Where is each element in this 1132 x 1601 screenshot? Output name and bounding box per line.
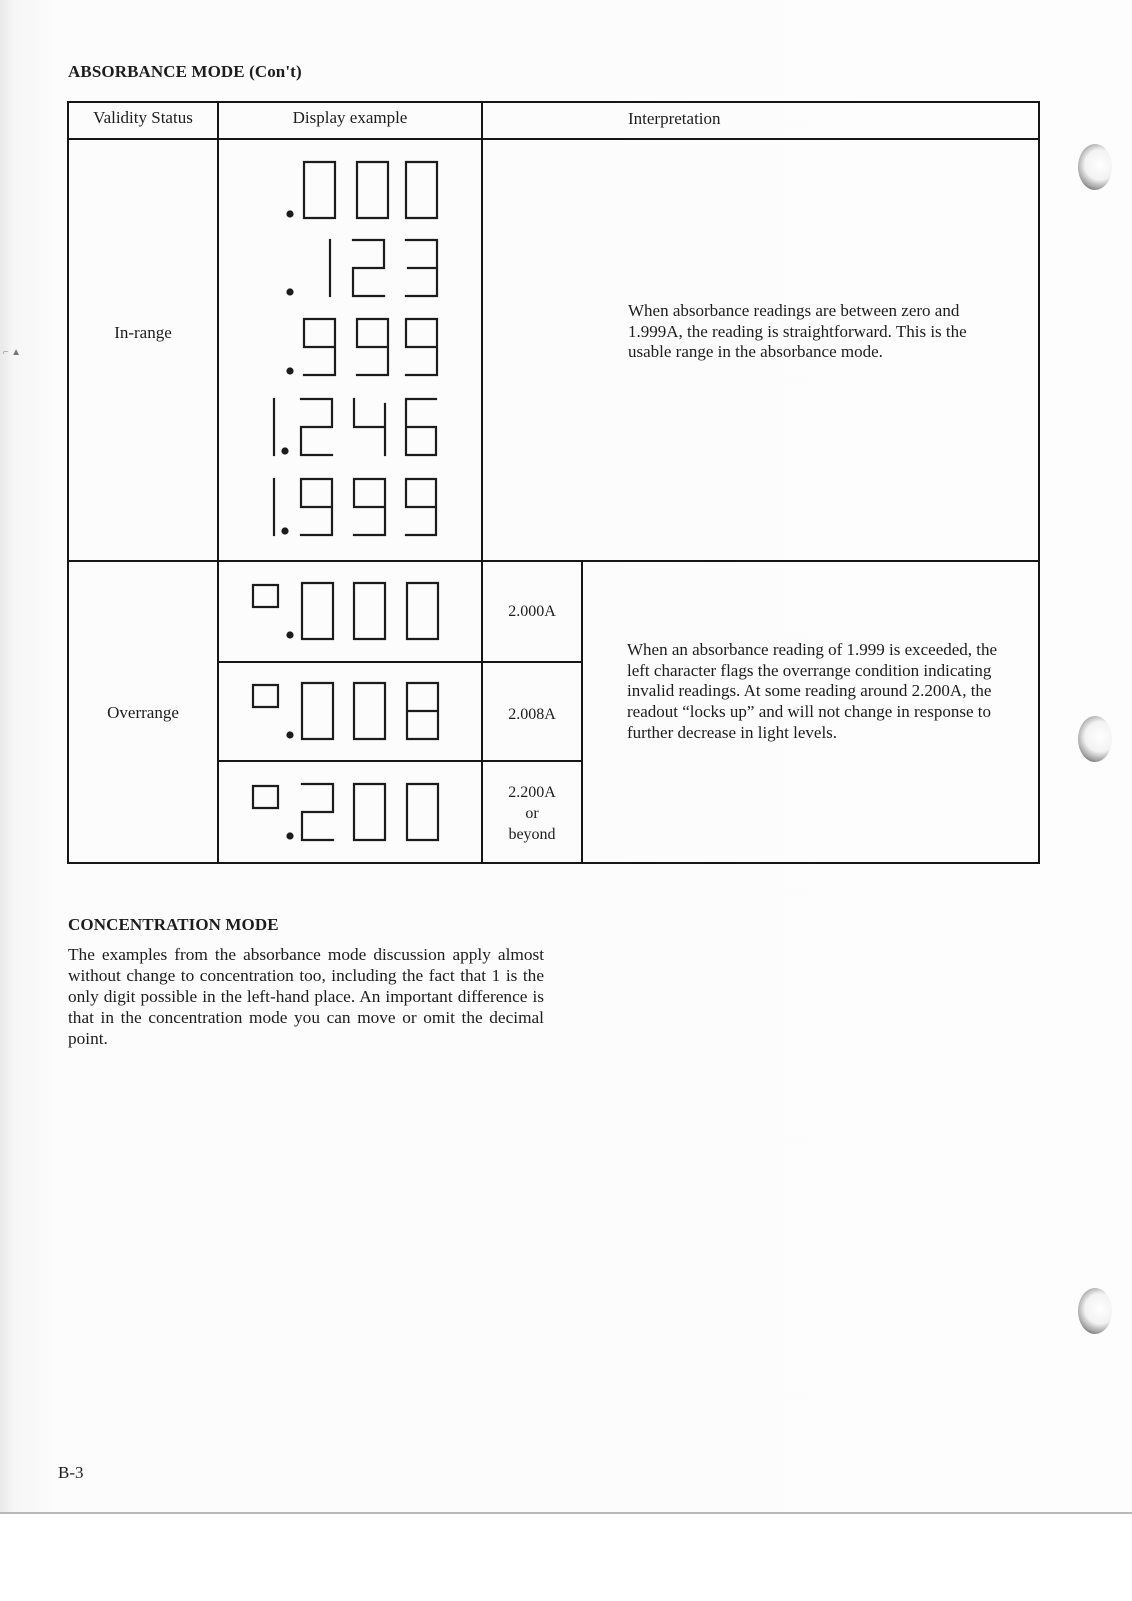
display-overrange-200-svg [246, 781, 446, 845]
display-overrange-008 [246, 680, 446, 744]
table-border-left [67, 101, 69, 864]
overrange-label-2000: 2.000A [508, 603, 556, 620]
overrange-label-2200 [483, 782, 581, 845]
display-123-svg [278, 237, 448, 301]
binder-hole-bottom [1078, 1288, 1112, 1334]
margin-scan-mark: ⌐ ▲ [3, 347, 22, 358]
status-in-range: In-range [114, 323, 172, 342]
display-overrange-000-svg [246, 580, 446, 644]
header-display-example: Display example [292, 108, 408, 127]
display-000-svg [278, 159, 448, 223]
overrange-label-2008: 2.008A [508, 706, 556, 723]
display-overrange-008-svg [246, 680, 446, 744]
section-title-concentration: CONCENTRATION MODE [68, 915, 279, 934]
display-1999 [268, 476, 448, 540]
status-overrange: Overrange [107, 703, 179, 722]
table-col-rule-3 [581, 560, 583, 864]
binder-hole-top [1078, 144, 1112, 190]
table-col-rule-1 [217, 101, 219, 864]
page-number: B-3 [58, 1463, 84, 1482]
header-interpretation: Interpretation [628, 109, 721, 128]
display-1246-svg [268, 396, 448, 460]
display-123 [278, 237, 448, 301]
table-section-rule [67, 560, 1040, 562]
table-border-right [1038, 101, 1040, 864]
display-overrange-200 [246, 781, 446, 845]
page-title: ABSORBANCE MODE (Con't) [68, 62, 302, 81]
display-999 [278, 316, 448, 380]
display-000 [278, 159, 448, 223]
in-range-interpretation: When absorbance readings are between zero and 1.999A, the reading is straightforward. This is the usable range in the absorbance mode. [628, 301, 967, 362]
display-999-svg [278, 316, 448, 380]
overrange-row-rule-2 [217, 760, 583, 762]
table-header-rule [67, 138, 1040, 140]
overrange-row-rule-1 [217, 661, 583, 663]
overrange-label-2200-line-2: or [525, 805, 539, 822]
overrange-interpretation: When an absorbance reading of 1.999 is exceeded, the left character flags the overrange condition indicating invalid readings. At some reading around 2.200A, the readout “locks up” and will not change in response to further decrease in light levels. [627, 640, 998, 742]
table-border-bottom [67, 862, 1040, 864]
paper-edge [0, 1512, 1132, 1514]
concentration-paragraph: The examples from the absorbance mode discussion apply almost without change to concentration too, including the fact that 1 is the only digit possible in the left-hand place. An important difference is that in the concentration mode you can move or omit the decimal point. [68, 945, 544, 1048]
overrange-label-2200-line-3: beyond [508, 826, 556, 843]
table-border-top [67, 101, 1040, 103]
binder-hole-middle [1078, 716, 1112, 762]
overrange-label-2200-line-1: 2.200A [508, 784, 556, 801]
table-col-rule-2 [481, 101, 483, 864]
display-overrange-000 [246, 580, 446, 644]
display-1999-svg [268, 476, 448, 540]
header-validity-status: Validity Status [93, 108, 193, 127]
display-1246 [268, 396, 448, 460]
